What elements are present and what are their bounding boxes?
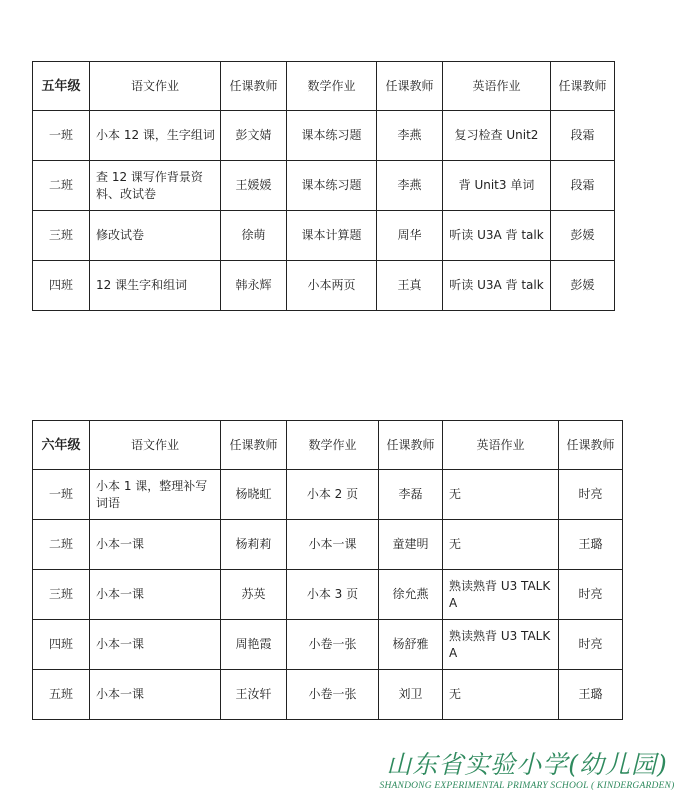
grade6-table <box>32 420 623 720</box>
class-cell: 三班 <box>33 211 90 261</box>
header-english: 英语作业 <box>443 62 551 111</box>
header-english: 英语作业 <box>443 421 559 470</box>
grade5-table <box>32 61 615 311</box>
table-header-row <box>33 421 623 470</box>
school-logo-watermark <box>377 750 677 791</box>
class-cell: 一班 <box>33 111 90 161</box>
teacher-cell: 李燕 <box>377 111 443 161</box>
teacher-cell: 杨莉莉 <box>221 520 287 570</box>
chinese-homework-cell: 小本一课 <box>90 620 221 670</box>
math-homework-cell: 小卷一张 <box>287 620 379 670</box>
header-teacher: 任课教师 <box>551 62 615 111</box>
math-homework-cell: 小本 2 页 <box>287 470 379 520</box>
english-homework-cell: 听读 U3A 背 talk <box>443 211 551 261</box>
teacher-cell: 徐萌 <box>221 211 287 261</box>
teacher-cell: 时亮 <box>559 570 623 620</box>
class-cell: 二班 <box>33 520 90 570</box>
grade-label: 六年级 <box>33 421 90 470</box>
header-teacher: 任课教师 <box>221 421 287 470</box>
math-homework-cell: 小卷一张 <box>287 670 379 720</box>
header-chinese: 语文作业 <box>90 62 221 111</box>
teacher-cell: 刘卫 <box>379 670 443 720</box>
table-row <box>33 620 623 670</box>
school-name-chinese: 山东省实验小学(幼儿园) <box>386 750 668 779</box>
chinese-homework-cell: 小本一课 <box>90 570 221 620</box>
table-row <box>33 470 623 520</box>
class-cell: 四班 <box>33 261 90 311</box>
teacher-cell: 韩永辉 <box>221 261 287 311</box>
math-homework-cell: 小本一课 <box>287 520 379 570</box>
teacher-cell: 王真 <box>377 261 443 311</box>
table-row <box>33 670 623 720</box>
header-teacher: 任课教师 <box>377 62 443 111</box>
teacher-cell: 时亮 <box>559 620 623 670</box>
english-homework-cell: 复习检查 Unit2 <box>443 111 551 161</box>
teacher-cell: 王璐 <box>559 670 623 720</box>
teacher-cell: 段霜 <box>551 161 615 211</box>
table-row <box>33 211 615 261</box>
math-homework-cell: 小本 3 页 <box>287 570 379 620</box>
math-homework-cell: 小本两页 <box>287 261 377 311</box>
header-teacher: 任课教师 <box>379 421 443 470</box>
table-row <box>33 161 615 211</box>
english-homework-cell: 听读 U3A 背 talk <box>443 261 551 311</box>
teacher-cell: 童建明 <box>379 520 443 570</box>
teacher-cell: 王媛媛 <box>221 161 287 211</box>
teacher-cell: 苏英 <box>221 570 287 620</box>
teacher-cell: 王璐 <box>559 520 623 570</box>
english-homework-cell: 无 <box>443 520 559 570</box>
english-homework-cell: 无 <box>443 670 559 720</box>
chinese-homework-cell: 12 课生字和组词 <box>90 261 221 311</box>
grade-label: 五年级 <box>33 62 90 111</box>
teacher-cell: 彭媛 <box>551 261 615 311</box>
chinese-homework-cell: 查 12 课写作背景资料、改试卷 <box>90 161 221 211</box>
teacher-cell: 李磊 <box>379 470 443 520</box>
english-homework-cell: 无 <box>443 470 559 520</box>
class-cell: 三班 <box>33 570 90 620</box>
teacher-cell: 段霜 <box>551 111 615 161</box>
class-cell: 五班 <box>33 670 90 720</box>
teacher-cell: 彭媛 <box>551 211 615 261</box>
teacher-cell: 彭文婧 <box>221 111 287 161</box>
class-cell: 四班 <box>33 620 90 670</box>
header-chinese: 语文作业 <box>90 421 221 470</box>
class-cell: 二班 <box>33 161 90 211</box>
school-name-english: SHANDONG EXPERIMENTAL PRIMARY SCHOOL ( KINDERGARDEN) <box>379 781 675 791</box>
english-homework-cell: 背 Unit3 单词 <box>443 161 551 211</box>
teacher-cell: 李燕 <box>377 161 443 211</box>
table-row <box>33 111 615 161</box>
teacher-cell: 时亮 <box>559 470 623 520</box>
table-row <box>33 261 615 311</box>
header-math: 数学作业 <box>287 421 379 470</box>
chinese-homework-cell: 小本一课 <box>90 670 221 720</box>
math-homework-cell: 课本练习题 <box>287 111 377 161</box>
teacher-cell: 王汝轩 <box>221 670 287 720</box>
teacher-cell: 徐允燕 <box>379 570 443 620</box>
table-header-row <box>33 62 615 111</box>
english-homework-cell: 熟读熟背 U3 TALK A <box>443 570 559 620</box>
teacher-cell: 周艳霞 <box>221 620 287 670</box>
header-teacher: 任课教师 <box>221 62 287 111</box>
class-cell: 一班 <box>33 470 90 520</box>
header-math: 数学作业 <box>287 62 377 111</box>
chinese-homework-cell: 修改试卷 <box>90 211 221 261</box>
chinese-homework-cell: 小本 1 课，整理补写词语 <box>90 470 221 520</box>
math-homework-cell: 课本计算题 <box>287 211 377 261</box>
chinese-homework-cell: 小本一课 <box>90 520 221 570</box>
table-row <box>33 570 623 620</box>
teacher-cell: 周华 <box>377 211 443 261</box>
teacher-cell: 杨舒雅 <box>379 620 443 670</box>
table-row <box>33 520 623 570</box>
teacher-cell: 杨晓虹 <box>221 470 287 520</box>
english-homework-cell: 熟读熟背 U3 TALK A <box>443 620 559 670</box>
chinese-homework-cell: 小本 12 课，生字组词 <box>90 111 221 161</box>
header-teacher: 任课教师 <box>559 421 623 470</box>
math-homework-cell: 课本练习题 <box>287 161 377 211</box>
